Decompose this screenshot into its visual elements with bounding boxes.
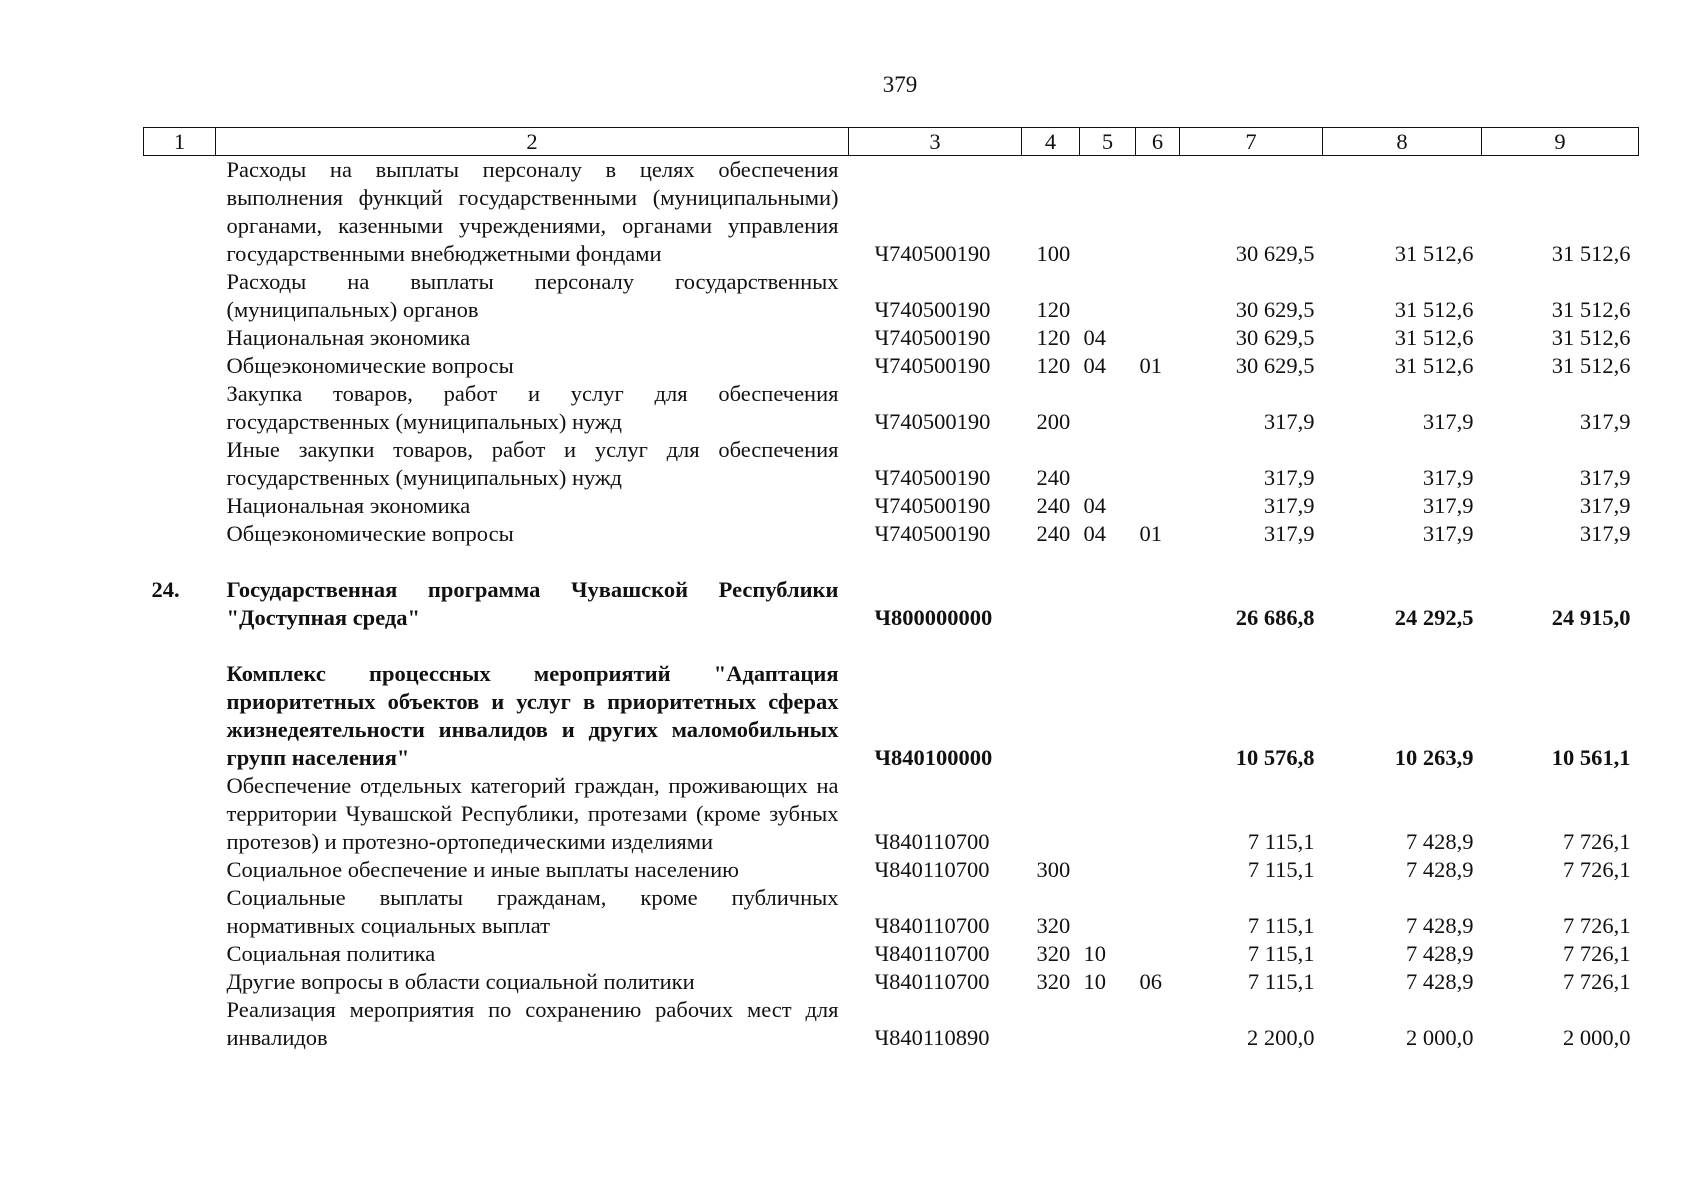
row-number: [144, 436, 216, 492]
section-code: 10: [1083, 969, 1106, 994]
target-article-code: Ч740500190: [874, 353, 991, 378]
amount-year-3: 31 512,6: [1551, 353, 1631, 378]
amount-year-1: 317,9: [1263, 521, 1315, 546]
amount-year-2: 317,9: [1422, 465, 1474, 490]
target-article-code: Ч740500190: [874, 521, 991, 546]
section-code: [1080, 156, 1136, 269]
amount-year-3: 317,9: [1579, 409, 1631, 434]
budget-table: [143, 127, 1639, 1052]
row-name: Социальное обеспечение и иные выплаты населению: [226, 857, 739, 882]
amount-year-1: 26 686,8: [1235, 605, 1315, 630]
amount-year-2: 7 428,9: [1406, 829, 1474, 854]
table-row: [144, 324, 1639, 352]
amount-year-1: 7 115,1: [1247, 857, 1315, 882]
row-number: 24.: [151, 577, 180, 602]
expense-type-code: 120: [1036, 325, 1071, 350]
amount-year-2: 24 292,5: [1394, 605, 1474, 630]
section-code: [1080, 436, 1136, 492]
section-code: 04: [1083, 521, 1106, 546]
table-row: [144, 352, 1639, 380]
row-name: Государственная программа Чувашской Республики "Доступная среда": [226, 577, 839, 630]
amount-year-2: 7 428,9: [1406, 941, 1474, 966]
table-row: [144, 940, 1639, 968]
spacer-cell: [144, 548, 1639, 576]
row-name: Комплекс процессных мероприятий "Адаптация приоритетных объектов и услуг в приоритетных сферах жизнедеятельности инвалидов и других маломобильных групп населения": [226, 661, 839, 770]
amount-year-3: 24 915,0: [1551, 605, 1631, 630]
row-number: [144, 492, 216, 520]
subsection-code: [1136, 156, 1180, 269]
subsection-code: 06: [1139, 969, 1162, 994]
amount-year-1: 30 629,5: [1235, 325, 1315, 350]
expense-type-code: 300: [1036, 857, 1071, 882]
amount-year-2: 2 000,0: [1406, 1025, 1474, 1050]
section-code: 04: [1083, 353, 1106, 378]
target-article-code: Ч840110890: [874, 1025, 990, 1050]
amount-year-3: 10 561,1: [1551, 745, 1631, 770]
amount-year-3: 317,9: [1579, 493, 1631, 518]
row-number: [144, 380, 216, 436]
expense-type-code: 240: [1036, 493, 1071, 518]
amount-year-1: 7 115,1: [1247, 829, 1315, 854]
subsection-code: [1136, 660, 1180, 772]
subsection-code: [1136, 884, 1180, 940]
expense-type-code: 320: [1036, 969, 1071, 994]
target-article-code: Ч840110700: [874, 913, 990, 938]
row-name: Расходы на выплаты персоналу в целях обеспечения выполнения функций государственными (муниципальными) органами, казенными учреждениями, органами управления государственными внебюджетными фондами: [226, 157, 839, 266]
expense-type-code: 320: [1036, 913, 1071, 938]
section-code: 04: [1083, 493, 1106, 518]
subsection-code: [1136, 940, 1180, 968]
amount-year-2: 317,9: [1422, 493, 1474, 518]
table-row: [144, 660, 1639, 772]
row-name: Другие вопросы в области социальной политики: [226, 969, 695, 994]
subsection-code: 01: [1139, 521, 1162, 546]
column-header-3: 3: [849, 128, 1022, 156]
target-article-code: Ч740500190: [874, 409, 991, 434]
row-name: Общеэкономические вопросы: [226, 521, 514, 546]
target-article-code: Ч840100000: [874, 745, 993, 770]
section-code: [1080, 268, 1136, 324]
row-number: [144, 856, 216, 884]
column-header-4: 4: [1022, 128, 1080, 156]
table-row: [144, 156, 1639, 269]
amount-year-3: 2 000,0: [1563, 1025, 1631, 1050]
row-name: Расходы на выплаты персоналу государственных (муниципальных) органов: [226, 269, 839, 322]
amount-year-1: 317,9: [1263, 493, 1315, 518]
amount-year-2: 7 428,9: [1406, 857, 1474, 882]
spacer-row: [144, 632, 1639, 660]
amount-year-1: 30 629,5: [1235, 241, 1315, 266]
table-row: [144, 968, 1639, 996]
row-name: Иные закупки товаров, работ и услуг для обеспечения государственных (муниципальных) нужд: [226, 437, 839, 490]
column-header-6: 6: [1136, 128, 1180, 156]
spacer-cell: [144, 632, 1639, 660]
table-header: [144, 128, 1639, 156]
target-article-code: Ч740500190: [874, 241, 991, 266]
expense-type-code: 320: [1036, 941, 1071, 966]
target-article-code: Ч740500190: [874, 493, 991, 518]
row-name: Национальная экономика: [226, 493, 471, 518]
amount-year-2: 317,9: [1422, 409, 1474, 434]
subsection-code: [1136, 772, 1180, 856]
amount-year-2: 7 428,9: [1406, 969, 1474, 994]
subsection-code: [1136, 996, 1180, 1052]
amount-year-2: 31 512,6: [1394, 241, 1474, 266]
expense-type-code: 200: [1036, 409, 1071, 434]
target-article-code: Ч740500190: [874, 325, 991, 350]
column-number-row: [144, 128, 1639, 156]
spacer-row: [144, 548, 1639, 576]
amount-year-3: 7 726,1: [1563, 969, 1631, 994]
amount-year-2: 31 512,6: [1394, 353, 1474, 378]
amount-year-2: 31 512,6: [1394, 325, 1474, 350]
amount-year-1: 30 629,5: [1235, 353, 1315, 378]
target-article-code: Ч840110700: [874, 969, 990, 994]
amount-year-2: 7 428,9: [1406, 913, 1474, 938]
section-code: [1080, 856, 1136, 884]
amount-year-3: 7 726,1: [1563, 913, 1631, 938]
column-header-1: 1: [144, 128, 216, 156]
amount-year-2: 10 263,9: [1394, 745, 1474, 770]
expense-type-code: 100: [1036, 241, 1071, 266]
column-header-8: 8: [1323, 128, 1482, 156]
subsection-code: [1136, 492, 1180, 520]
amount-year-3: 7 726,1: [1563, 941, 1631, 966]
target-article-code: Ч840110700: [874, 857, 990, 882]
amount-year-3: 7 726,1: [1563, 857, 1631, 882]
target-article-code: Ч840110700: [874, 829, 990, 854]
row-number: [144, 996, 216, 1052]
amount-year-1: 317,9: [1263, 409, 1315, 434]
target-article-code: Ч740500190: [874, 465, 991, 490]
amount-year-3: 31 512,6: [1551, 297, 1631, 322]
table-row: [144, 576, 1639, 632]
target-article-code: Ч840110700: [874, 941, 990, 966]
subsection-code: [1136, 576, 1180, 632]
table-row: [144, 996, 1639, 1052]
section-code: [1080, 380, 1136, 436]
row-name: Закупка товаров, работ и услуг для обеспечения государственных (муниципальных) нужд: [226, 381, 839, 434]
column-header-9: 9: [1482, 128, 1639, 156]
amount-year-1: 2 200,0: [1247, 1025, 1315, 1050]
table-row: [144, 772, 1639, 856]
expense-type-code: [1022, 772, 1080, 856]
row-number: [144, 352, 216, 380]
expense-type-code: [1022, 576, 1080, 632]
amount-year-1: 10 576,8: [1235, 745, 1315, 770]
row-name: Общеэкономические вопросы: [226, 353, 514, 378]
row-number: [144, 940, 216, 968]
subsection-code: 01: [1139, 353, 1162, 378]
target-article-code: Ч800000000: [874, 605, 993, 630]
subsection-code: [1136, 268, 1180, 324]
amount-year-3: 317,9: [1579, 465, 1631, 490]
table-row: [144, 884, 1639, 940]
amount-year-1: 7 115,1: [1247, 913, 1315, 938]
subsection-code: [1136, 436, 1180, 492]
row-name: Обеспечение отдельных категорий граждан, проживающих на территории Чувашской Республики, протезами (кроме зубных протезов) и протезно-ортопедическими изделиями: [226, 773, 839, 854]
amount-year-1: 317,9: [1263, 465, 1315, 490]
section-code: [1080, 996, 1136, 1052]
table-row: [144, 380, 1639, 436]
table-row: [144, 492, 1639, 520]
subsection-code: [1136, 324, 1180, 352]
column-header-7: 7: [1180, 128, 1323, 156]
table-row: [144, 436, 1639, 492]
table-row: [144, 520, 1639, 548]
amount-year-3: 31 512,6: [1551, 325, 1631, 350]
section-code: [1080, 772, 1136, 856]
row-number: [144, 520, 216, 548]
expense-type-code: 240: [1036, 521, 1071, 546]
amount-year-3: 317,9: [1579, 521, 1631, 546]
amount-year-1: 7 115,1: [1247, 969, 1315, 994]
row-number: [144, 884, 216, 940]
amount-year-3: 31 512,6: [1551, 241, 1631, 266]
amount-year-2: 31 512,6: [1394, 297, 1474, 322]
row-number: [144, 660, 216, 772]
amount-year-3: 7 726,1: [1563, 829, 1631, 854]
expense-type-code: [1022, 996, 1080, 1052]
column-header-2: 2: [216, 128, 849, 156]
expense-type-code: [1022, 660, 1080, 772]
expense-type-code: 240: [1036, 465, 1071, 490]
row-number: [144, 324, 216, 352]
section-code: 10: [1083, 941, 1106, 966]
amount-year-1: 30 629,5: [1235, 297, 1315, 322]
row-number: [144, 156, 216, 269]
row-number: [144, 772, 216, 856]
section-code: [1080, 660, 1136, 772]
row-number: [144, 268, 216, 324]
target-article-code: Ч740500190: [874, 297, 991, 322]
amount-year-1: 7 115,1: [1247, 941, 1315, 966]
amount-year-2: 317,9: [1422, 521, 1474, 546]
table-row: [144, 856, 1639, 884]
section-code: [1080, 576, 1136, 632]
expense-type-code: 120: [1036, 297, 1071, 322]
table-body: [144, 156, 1639, 1053]
subsection-code: [1136, 856, 1180, 884]
row-name: Социальная политика: [226, 941, 436, 966]
column-header-5: 5: [1080, 128, 1136, 156]
subsection-code: [1136, 380, 1180, 436]
page-number: 379: [882, 72, 918, 97]
row-number: [144, 968, 216, 996]
row-name: Реализация мероприятия по сохранению рабочих мест для инвалидов: [226, 997, 839, 1050]
row-name: Национальная экономика: [226, 325, 471, 350]
expense-type-code: 120: [1036, 353, 1071, 378]
row-name: Социальные выплаты гражданам, кроме публичных нормативных социальных выплат: [226, 885, 839, 938]
section-code: [1080, 884, 1136, 940]
table-row: [144, 268, 1639, 324]
section-code: 04: [1083, 325, 1106, 350]
